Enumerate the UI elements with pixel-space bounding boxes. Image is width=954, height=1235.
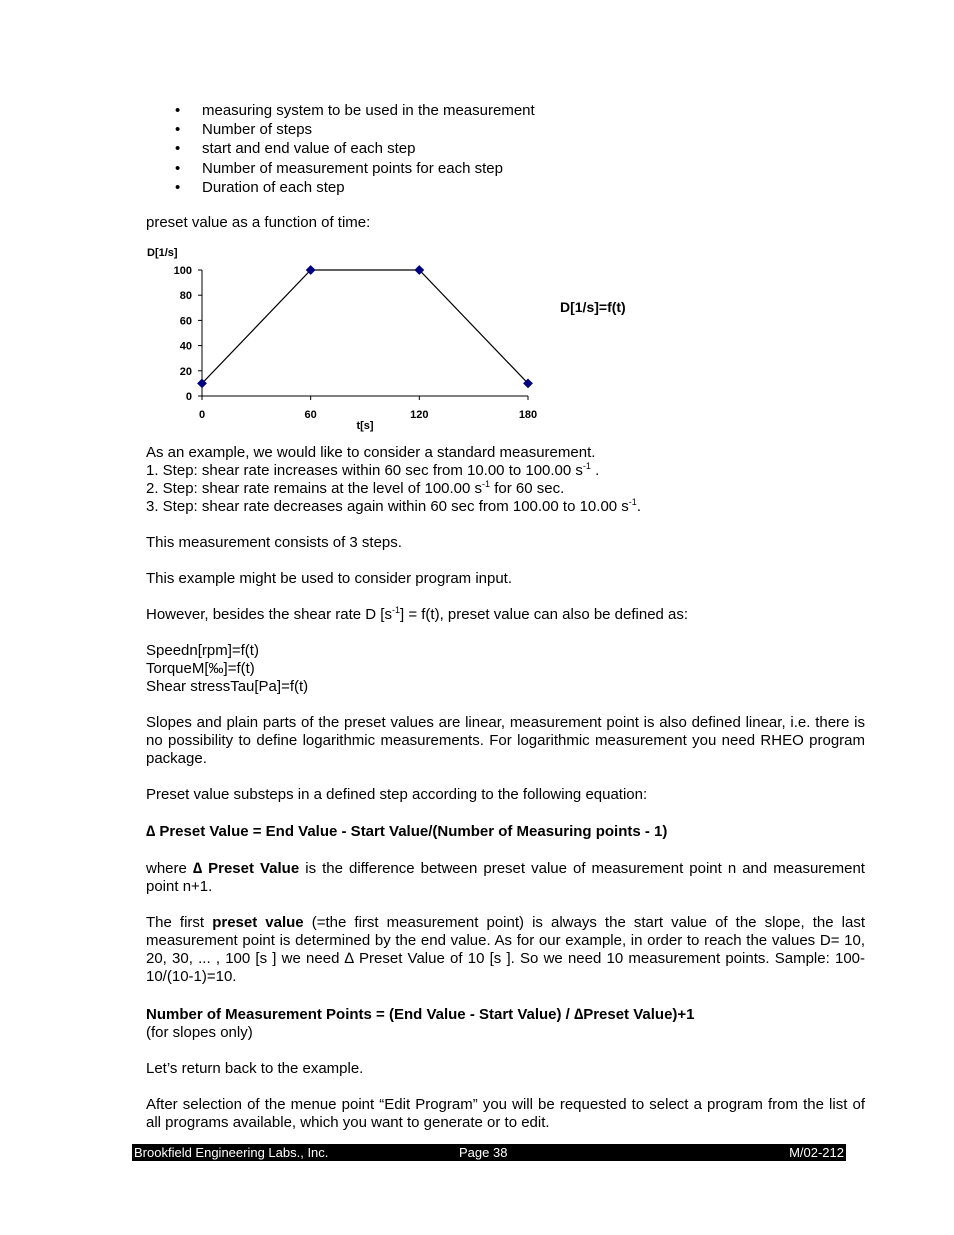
superscript: -1 — [482, 479, 491, 489]
definition-torque: TorqueM[‰]=f(t) — [146, 660, 255, 677]
bullet-item — [146, 178, 535, 197]
shear-rate-chart — [140, 240, 660, 440]
paragraph-after-selection: After selection of the menue point “Edit Program” you will be requested to select a program from the list of all programs available, which you want to generate or to edit. — [146, 1096, 865, 1131]
definition-speed: Speedn[rpm]=f(t) — [146, 642, 259, 659]
bullet-glyph: • — [175, 159, 181, 177]
page-footer — [132, 1144, 846, 1161]
step-text: 1. Step: shear rate increases within 60 sec from 10.00 to 100.00 s — [146, 462, 583, 479]
bullet-text: measuring system to be used in the measurement — [202, 102, 535, 119]
x-tick-label: 0 — [198, 409, 206, 421]
bullet-list — [146, 101, 535, 197]
x-axis-label: t[s] — [356, 420, 374, 432]
step-text-end: for 60 sec. — [490, 480, 565, 497]
y-tick-label: 60 — [179, 315, 192, 328]
paragraph-substeps: Preset value substeps in a defined step according to the following equation: — [146, 786, 648, 803]
series-line — [202, 270, 528, 383]
bullet-item — [146, 159, 535, 178]
text: However, besides the shear rate D [s — [146, 606, 392, 623]
bullet-text: start and end value of each step — [202, 140, 416, 158]
legend-label: D[1/s]=f(t) — [560, 299, 626, 315]
paragraph-first-preset — [146, 914, 865, 986]
bold-term: preset value — [212, 914, 304, 931]
superscript: -1 — [628, 497, 637, 507]
chart-intro: preset value as a function of time: — [146, 214, 371, 231]
paragraph-slopes: Slopes and plain parts of the preset values are linear, measurement point is also defined linear, i.e. there is no possibility to define logarithmic measurements. For logarithmic measurement you need RHEO program package. — [146, 714, 865, 767]
y-tick-label: 40 — [179, 340, 192, 353]
equation-measurement-points: Number of Measurement Points = (End Value - Start Value) / ∆Preset Value)+1 — [146, 1006, 695, 1023]
bold-term: ∆ Preset Value — [192, 860, 300, 877]
step-text-end: . — [636, 498, 641, 515]
text: is the difference between preset value of measurement point n and measurement point n+1. — [146, 860, 865, 895]
text: (=the first measurement point) is always the start value of the slope, the last measurement point is determined by the end value. As for our example, in order to reach the values D= 10, 20, 30, ... , 100 [s ] we need ∆ Preset Value of 10 [s ]. So we need 10 measurement points. Sample: 100-10/(10-1)=10. — [146, 914, 865, 985]
text: where — [146, 860, 193, 877]
footer-doc-id: M/02-212 — [789, 1145, 844, 1160]
step-text: 2. Step: shear rate remains at the level of 100.00 s — [146, 480, 483, 497]
y-tick-label: 100 — [173, 265, 192, 277]
y-tick-label: 0 — [185, 391, 192, 403]
paragraph-return: Let’s return back to the example. — [146, 1060, 364, 1077]
paragraph-program: This example might be used to consider program input. — [146, 570, 513, 587]
footer-company: Brookfield Engineering Labs., Inc. — [134, 1145, 329, 1160]
paragraph-steps: This measurement consists of 3 steps. — [146, 534, 402, 551]
x-tick-label: 180 — [518, 409, 538, 421]
bullet-text: Duration of each step — [202, 178, 345, 196]
step-text-end: . — [590, 462, 600, 479]
bullet-item — [146, 139, 535, 158]
equation-block — [146, 1006, 865, 1042]
example-step-3 — [146, 498, 865, 516]
superscript: -1 — [391, 605, 400, 615]
x-tick-label: 60 — [304, 409, 317, 421]
example-step-1 — [146, 462, 865, 480]
text: ] = f(t), preset value can also be defined as: — [399, 606, 689, 623]
bullet-glyph: • — [175, 121, 181, 139]
definition-shear-stress: Shear stressTau[Pa]=f(t) — [146, 678, 309, 695]
bullet-item — [146, 101, 535, 120]
bullet-glyph: • — [175, 102, 181, 119]
x-tick-label: 120 — [410, 409, 429, 421]
example-step-2 — [146, 480, 865, 498]
bullet-glyph: • — [175, 178, 181, 196]
y-tick-label: 20 — [179, 365, 192, 378]
paragraph-besides — [146, 606, 865, 624]
plot-area — [174, 265, 538, 421]
example-block — [146, 444, 865, 516]
step-text: 3. Step: shear rate decreases again within 60 sec from 100.00 to 10.00 s — [146, 498, 629, 515]
bullet-glyph: • — [175, 140, 181, 158]
bullet-text: Number of measurement points for each step — [202, 159, 503, 177]
equation-delta-preset: ∆ Preset Value = End Value - Start Value/(Number of Measuring points - 1) — [146, 823, 668, 840]
definitions-list — [146, 642, 865, 696]
example-intro: As an example, we would like to consider a standard measurement. — [146, 444, 596, 461]
paragraph-where — [146, 860, 865, 896]
footer-page-number: Page 38 — [459, 1145, 508, 1160]
bullet-item — [146, 120, 535, 139]
y-tick-label: 80 — [179, 290, 192, 303]
y-axis-label: D[1/s] — [147, 247, 178, 259]
superscript: -1 — [582, 461, 591, 471]
bullet-text: Number of steps — [202, 121, 313, 139]
equation-note: (for slopes only) — [146, 1024, 253, 1041]
text: The first — [146, 914, 213, 931]
